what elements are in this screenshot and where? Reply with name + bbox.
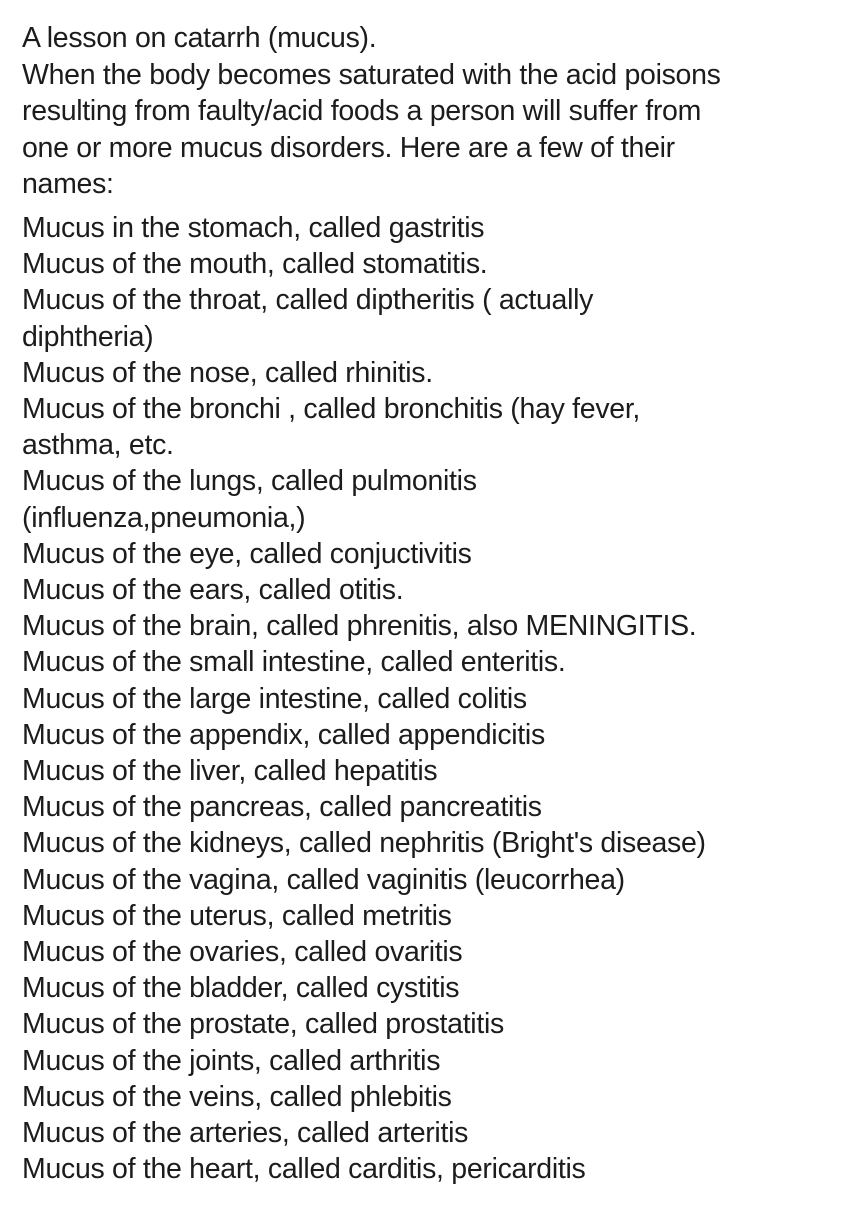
- list-item: Mucus of the small intestine, called enteritis.: [22, 646, 566, 679]
- list-item: Mucus of the joints, called arthritis: [22, 1044, 441, 1077]
- list-item: Mucus of the bronchi , called bronchitis (hay fever, asthma, etc.: [22, 392, 641, 462]
- list-item: Mucus of the prostate, called prostatitis: [22, 1008, 504, 1041]
- mucus-disorder-list: [22, 210, 827, 1187]
- list-item: Mucus of the ears, called otitis.: [22, 574, 404, 606]
- intro-line: one or more mucus disorders. Here are a few of their: [22, 131, 675, 164]
- list-item: Mucus of the brain, called phrenitis, also MENINGITIS.: [22, 610, 697, 643]
- list-item: Mucus of the ovaries, called ovaritis: [22, 936, 463, 969]
- list-item: Mucus of the vagina, called vaginitis (leucorrhea): [22, 863, 625, 896]
- intro-line: resulting from faulty/acid foods a person will suffer from: [22, 95, 702, 128]
- list-item: Mucus of the bladder, called cystitis: [22, 972, 460, 1005]
- list-item: Mucus of the mouth, called stomatitis.: [22, 248, 488, 281]
- intro-title-line: A lesson on catarrh (mucus).: [22, 22, 377, 54]
- list-item: Mucus of the uterus, called metritis: [22, 899, 452, 932]
- intro-line: When the body becomes saturated with the acid poisons: [22, 58, 721, 91]
- list-item: Mucus of the heart, called carditis, pericarditis: [22, 1153, 586, 1186]
- list-item: Mucus of the veins, called phlebitis: [22, 1080, 452, 1113]
- list-item: Mucus of the pancreas, called pancreatitis: [22, 791, 542, 824]
- list-item: Mucus of the eye, called conjuctivitis: [22, 537, 472, 570]
- list-item: Mucus of the throat, called diptheritis ( actually diphtheria): [22, 284, 594, 353]
- list-item: Mucus of the liver, called hepatitis: [22, 755, 438, 788]
- list-item: Mucus of the nose, called rhinitis.: [22, 356, 433, 389]
- list-item: Mucus of the appendix, called appendicitis: [22, 718, 545, 751]
- list-item: Mucus of the large intestine, called colitis: [22, 682, 527, 715]
- document-text: [22, 20, 827, 1187]
- list-item: Mucus in the stomach, called gastritis: [22, 211, 485, 244]
- list-item: Mucus of the kidneys, called nephritis (Bright's disease): [22, 827, 706, 860]
- list-item: Mucus of the arteries, called arteritis: [22, 1117, 469, 1150]
- intro-line: names:: [22, 168, 114, 201]
- list-item: Mucus of the lungs, called pulmonitis (influenza,pneumonia,): [22, 465, 477, 534]
- intro-paragraph: [22, 20, 827, 203]
